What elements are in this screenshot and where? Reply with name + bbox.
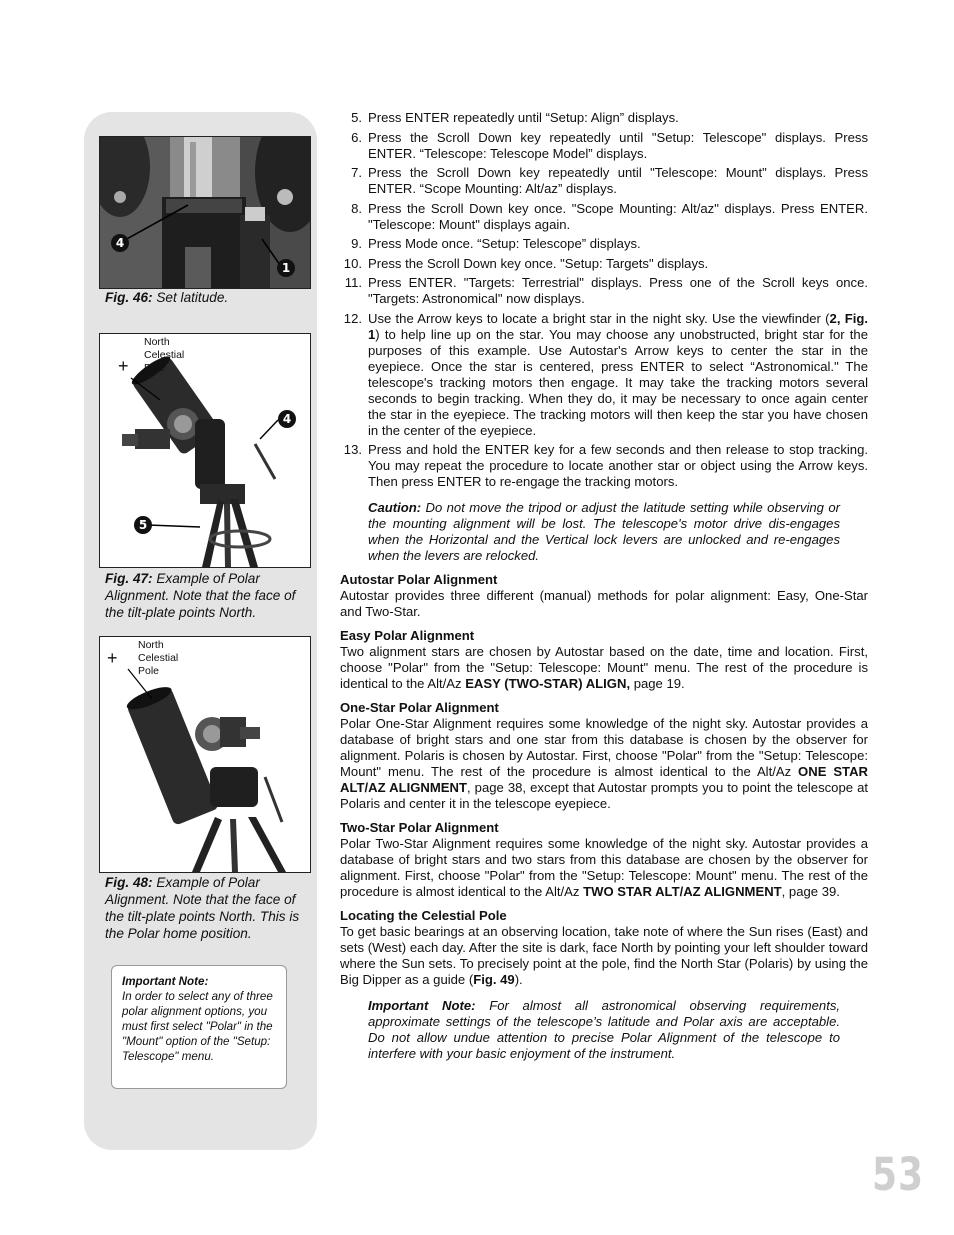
caution-label: Caution: bbox=[368, 500, 422, 515]
body-text: To get basic bearings at an observing location, take note of where the Sun rises (East) and sets (West) each day. After the site is dark, face North by pointing your left shoulder toward where the Sun sets. To precisely point at the pole, find the North Star (Polaris) by using the Big Dipper as a guide ( bbox=[340, 924, 868, 987]
step-text: Use the Arrow keys to locate a bright star in the night sky. Use the viewfinder ( bbox=[368, 310, 830, 326]
section-body: Autostar provides three different (manual) methods for polar alignment: Easy, One-Star and Two-Star. bbox=[340, 588, 868, 619]
section-heading: Easy Polar Alignment bbox=[340, 628, 475, 643]
fig47-caption bbox=[105, 570, 305, 621]
page-number: 53 bbox=[872, 1150, 925, 1202]
step-number: 5. bbox=[351, 110, 362, 125]
pole-marker-icon: + bbox=[118, 356, 129, 376]
callout-line: North bbox=[138, 639, 164, 651]
list-item bbox=[340, 130, 868, 162]
fig47-illustration bbox=[100, 334, 310, 567]
list-item bbox=[340, 165, 868, 197]
step-text: Press and hold the ENTER key for a few seconds and then release to stop tracking. You may repeat the procedure to locate another star or object using the Arrow keys. Then press ENTER to re-engage the tracking motors. bbox=[368, 442, 868, 489]
procedure-steps bbox=[340, 110, 868, 490]
important-label: Important Note: bbox=[368, 998, 476, 1013]
list-item bbox=[340, 201, 868, 233]
fig48-caption-text: Example of Polar Alignment. Note that the face of the tilt-plate points North. This is the Polar home position. bbox=[105, 875, 300, 941]
body-text: page 19. bbox=[630, 676, 685, 691]
list-item bbox=[340, 256, 868, 272]
pole-marker-icon: + bbox=[107, 648, 118, 668]
step-text: Press ENTER repeatedly until “Setup: Align” displays. bbox=[368, 110, 679, 125]
step-text: ) to help line up on the star. You may choose any unobstructed, bright star for the purposes of this example. Use Autostar's Arrow keys to center the star in the eyepiece. Once the star is centered, press ENTER to select “Astronomical." The telescope's tracking motors then engage. It may take the tracking motors several seconds to begin tracking. When they do, it may be necessary to once again center the star in the eyepiece. The tracking motors will then keep the star you have chosen in the center of the eyepiece. bbox=[368, 326, 868, 438]
important-note-box bbox=[111, 965, 287, 1089]
step-number: 8. bbox=[351, 200, 362, 216]
caution-text: Do not move the tripod or adjust the latitude setting while observing or the mounting alignment will be lost. The telescope's motor drive dis-engages when the Horizontal and the Vertical lock levers are unlocked and re-engages when the levers are relocked. bbox=[368, 500, 840, 563]
important-note-title: Important Note: bbox=[122, 975, 209, 988]
important-note-body: In order to select any of three polar alignment options, you must first select "Polar" in the "Mount" option of the "Setup: Telescope" menu. bbox=[122, 990, 273, 1063]
body-text: , page 39. bbox=[781, 884, 840, 899]
list-item bbox=[340, 275, 868, 307]
step-number: 9. bbox=[351, 236, 362, 251]
section-celestial-pole bbox=[340, 908, 868, 988]
step-number: 10. bbox=[343, 255, 362, 271]
section-heading: Autostar Polar Alignment bbox=[340, 572, 498, 587]
callout-badge-1: 1 bbox=[277, 259, 295, 277]
section-heading: One-Star Polar Alignment bbox=[340, 700, 499, 715]
fig48-illustration bbox=[100, 637, 310, 872]
fig47-photo bbox=[99, 333, 311, 568]
fig48-pole-label bbox=[138, 639, 178, 678]
section-body bbox=[340, 924, 868, 988]
fig46-caption-label: Fig. 46: bbox=[105, 290, 153, 305]
important-text: For almost all astronomical observing requirements, approximate settings of the telescope’s latitude and Polar axis are acceptable. Do not allow undue attention to precise Polar Alignment of the telescope to interfere with your basic enjoyment of the instrument. bbox=[368, 998, 841, 1061]
fig47-caption-label: Fig. 47: bbox=[105, 571, 153, 586]
section-autostar-polar bbox=[340, 572, 868, 620]
fig46-photo bbox=[99, 136, 311, 289]
step-text: Press the Scroll Down key once. "Scope Mounting: Alt/az" displays. Press ENTER. "Telescope: Mount" displays again. bbox=[368, 200, 868, 232]
important-note-inline bbox=[368, 998, 840, 1062]
step-text: Press the Scroll Down key once. "Setup: Targets" displays. bbox=[368, 255, 709, 271]
fig46-caption-text: Set latitude. bbox=[152, 290, 229, 305]
fig48-photo bbox=[99, 636, 311, 873]
section-one-star-polar bbox=[340, 700, 868, 812]
body-text: Two alignment stars are chosen by Autostar based on the date, time and location. First, choose "Polar" from the "Setup: Telescope: Mount" menu. The rest of the procedure is identical to the Alt/Az bbox=[340, 644, 868, 691]
fig46-caption bbox=[105, 289, 305, 306]
section-easy-polar bbox=[340, 628, 868, 692]
callout-line: Pole bbox=[144, 362, 166, 374]
step-number: 13. bbox=[343, 442, 362, 457]
callout-badge-4: 4 bbox=[278, 410, 296, 428]
callout-line: North bbox=[144, 336, 170, 348]
body-text: ). bbox=[514, 972, 523, 987]
cross-reference: TWO STAR ALT/AZ ALIGNMENT bbox=[583, 884, 782, 899]
main-content bbox=[340, 110, 868, 1062]
cross-reference: ONE STAR ALT/AZ ALIGNMENT bbox=[340, 764, 868, 795]
step-text: Press Mode once. “Setup: Telescope” displays. bbox=[368, 236, 641, 251]
fig48-caption-label: Fig. 48: bbox=[105, 875, 153, 890]
section-two-star-polar bbox=[340, 820, 868, 900]
step-number: 11. bbox=[344, 275, 362, 290]
callout-badge-4: 4 bbox=[111, 234, 129, 252]
fig47-pole-label bbox=[144, 336, 184, 375]
list-item bbox=[340, 442, 868, 490]
fig47-caption-text: Example of Polar Alignment. Note that the face of the tilt-plate points North. bbox=[105, 571, 296, 620]
callout-line: Pole bbox=[138, 665, 160, 677]
cross-reference: EASY (TWO-STAR) ALIGN, bbox=[465, 676, 631, 691]
list-item bbox=[340, 110, 868, 126]
callout-badge-5: 5 bbox=[134, 516, 152, 534]
list-item bbox=[340, 236, 868, 252]
body-text: , page 38, except that Autostar prompts you to point the telescope at Polaris and center it in the telescope eyepiece. bbox=[340, 780, 868, 811]
figure-reference: Fig. 49 bbox=[473, 972, 515, 987]
section-heading: Locating the Celestial Pole bbox=[340, 908, 507, 923]
body-text: Polar One-Star Alignment requires some knowledge of the night sky. Autostar provides a database of bright stars and one star from this database is chosen by the observer for alignment. Polaris is chosen by Autostar. First, choose "Polar" from the "Setup: Telescope: Mount" menu. The rest of the procedure is almost identical to the Alt/Az bbox=[340, 716, 868, 779]
step-text: Press ENTER. "Targets: Terrestrial" displays. Press one of the Scroll keys once. "Targets: Astronomical" now displays. bbox=[368, 275, 868, 306]
list-item bbox=[340, 311, 868, 439]
section-body bbox=[340, 716, 868, 812]
body-text: Polar Two-Star Alignment requires some knowledge of the night sky. Autostar provides a database of bright stars and two stars from this database are chosen by the observer for alignment. First, choose "Polar" from the "Setup: Telescope: Mount" menu. The rest of the procedure is almost identical to the Alt/Az bbox=[340, 836, 868, 899]
section-heading: Two-Star Polar Alignment bbox=[340, 820, 499, 835]
step-number: 12. bbox=[343, 310, 362, 326]
fig48-caption bbox=[105, 874, 305, 942]
step-number: 6. bbox=[351, 129, 362, 145]
step-number: 7. bbox=[351, 165, 362, 180]
section-body bbox=[340, 836, 868, 900]
caution-note bbox=[368, 500, 840, 564]
step-text: Press the Scroll Down key repeatedly until "Telescope: Mount" displays. Press ENTER. “Scope Mounting: Alt/az” displays. bbox=[368, 165, 868, 196]
figure-reference: 2, Fig. 1 bbox=[368, 310, 868, 342]
step-text: Press the Scroll Down key repeatedly until "Setup: Telescope" displays. Press ENTER. “Telescope: Telescope Model” displays. bbox=[368, 129, 868, 161]
section-body bbox=[340, 644, 868, 692]
callout-line: Celestial bbox=[138, 652, 179, 664]
callout-line: Celestial bbox=[144, 349, 185, 361]
